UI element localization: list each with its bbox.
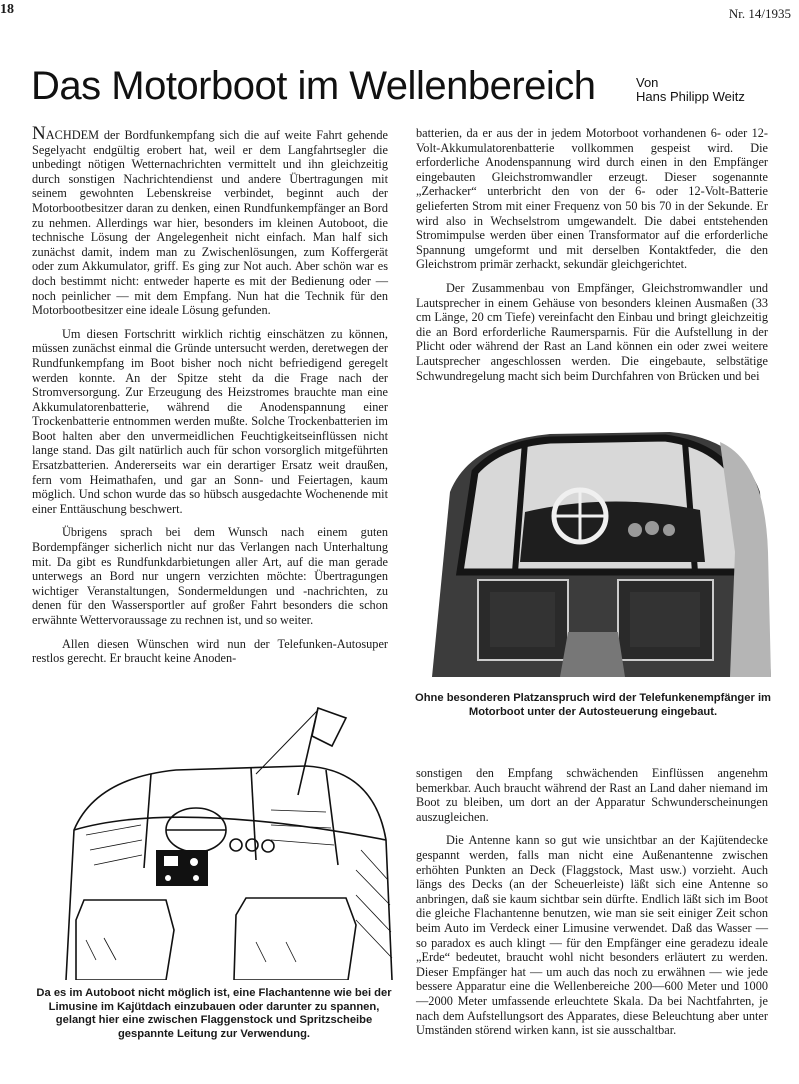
paragraph: Um diesen Fortschritt wirklich richtig einschätzen zu können, müssen zunächst einmal die Gründe untersucht werden, deretwegen der Rundfunkempfang im Boot bisher noch nicht befriedigend geregelt werden konnte. An der Spitze steht da die Frage nach der Stromversorgung. Zur Erzeugung des Heizstromes brauchte man eine Akkumulatorenbatterie, während die Anodenspannung einer Trockenbatterie entnommen werden mußte. Solche Trockenbatterien im Boot halten aber den unvermeidlichen Feuchtigkeitseinflüssen nicht lange stand. Das gilt natürlich auch für schon vorsorglich mitgeführten Ersatzbatterien. Andererseits war ein derartiger Ersatz weit draußen, fern vom Heimathafen, und gar an Sonn- und Feiertagen, kaum möglich. Und schon wurde das so hübsch ausgedachte Wochenende mit einer Enttäuschung beschwert. (32, 326, 388, 516)
paragraph: Übrigens sprach bei dem Wunsch nach einem guten Bordempfänger sicherlich nicht nur das Verlangen nach Unterhaltung mit. Da gibt es Rundfunkdarbietungen aller Art, auf die man gerade unterwegs an Bord nur ungern verzichten möchte: Übertragungen wichtiger Veranstaltungen, Sondermeldungen und -nachrichten, zu denen für den Wassersportler auf großer Fahrt besonders die schon erwähnte Wettervoraussage zu rechnen ist, und so weiter. (32, 525, 388, 627)
boat-interior-photo (430, 432, 771, 677)
paragraph: Allen diesen Wünschen wird nun der Telefunken-Autosuper restlos gerecht. Er braucht keine Anoden- (32, 636, 388, 666)
photo-caption: Ohne besonderen Platzanspruch wird der Telefunkenempfänger im Motorboot unter der Autosteuerung eingebaut. (415, 692, 771, 718)
issue-number: Nr. 14/1935 (728, 6, 791, 21)
paragraph: batterien, da er aus der in jedem Motorboot vorhandenen 6- oder 12-Volt-Akkumulatorenbatterie vollkommen gespeist wird. Die erforderliche Anodenspannung wird durch einen in den Empfänger eingebauten Gleichstromwandler erzeugt. Dieser sogenannte „Zerhacker“ unterbricht den von der 6- oder 12-Volt-Batterie gelieferten Strom mit einer Frequenz von 50 bis 70 in der Sekunde. Er wird also in Wechselstrom umgewandelt. Die dabei entstehenden Stromimpulse werden über einen Transformator auf die erforderliche Spannung umgeformt und mit derselben Kontaktfeder, die den Gleichstrom primär zerhackt, sekundär gleichgerichtet. (416, 126, 768, 272)
paragraph: Der Zusammenbau von Empfänger, Gleichstromwandler und Lautsprecher in einem Gehäuse von besonders kleinen Ausmaßen (33 cm Länge, 20 cm Tiefe) vereinfacht den Einbau und bringt gleichzeitig die an Bord erforderliche Raumersparnis. Für die Aufstellung in der Plicht oder während der Rast an Land können ein oder zwei weitere Lautsprecher angeschlossen werden. Die eingebaute, selbstätige Schwundregelung macht sich beim Durchfahren von Brücken und bei (416, 280, 768, 383)
text-column-left (32, 123, 388, 675)
byline-von: Von (636, 75, 659, 90)
byline-author: Hans Philipp Weitz (636, 89, 745, 104)
article-title: Das Motorboot im Wellenbereich (31, 64, 596, 108)
paragraph: Die Antenne kann so gut wie unsichtbar an der Kajütendecke gespannt werden, falls man nicht eine Außenantenne zwischen erhöhten Punkten an Deck (Flaggstock, Mast usw.) vorzieht. Auch längs des Decks (an der Scheuerleiste) läßt sich eine Antenne so anbringen, daß sie kaum sichtbar sein dürfte. Endlich läßt sich im Boot die gleiche Flachantenne benutzen, wie man sie seit einiger Zeit schon beim Auto im Verdeck einer Limusine verwendet. Daß das Wasser — so paradox es auch klingt — für den Empfänger eine geradezu ideale „Erde“ bedeutet, braucht wohl nicht besonders erläutert zu werden. Dieser Empfänger hat — um auch das noch zu erwähnen — wie jede bessere Apparatur eine die Wellenbereiche 200—600 Meter und 1000—2000 Meter umfassende erleuchtete Skala. Da bei Nachtfahrten, je nach dem Aufstellungsort des Apparates, diese Beleuchtung aber unter Umständen störend wirken kann, ist sie ausschaltbar. (416, 833, 768, 1038)
drop-cap: N (32, 123, 46, 144)
text-column-right-top (416, 126, 768, 392)
boat-antenna-drawing (56, 700, 396, 980)
byline (636, 76, 745, 104)
drawing-caption: Da es im Autoboot nicht möglich ist, eine Flachantenne wie bei der Limusine im Kajütdach einzubauen oder darunter zu spannen, gelangt hier eine zwischen Flaggenstock und Spritzscheibe gespannte Leitung zur Verwendung. (36, 987, 392, 1040)
text-column-right-bottom (416, 766, 768, 1047)
paragraph: NACHDEM der Bordfunkempfang sich die auf weite Fahrt gehende Segelyacht endgültig erobert hat, weil er dem Langfahrtsegler die unbedingt nötigen Wetternachrichten vermittelt und ihn gleichzeitig durch sonstigen Nachrichtendienst und andere Übertragungen mit seinem gewohnten Lebenskreise verbindet, beginnt auch der Motorbootbesitzer daran zu denken, einen Rundfunkempfänger an Bord zu nehmen. Allerdings war hier, besonders im kleinen Autoboot, die technische Lösung der Angelegenheit nicht einfach. Man half sich zunächst damit, indem man zu Zwischenlösungen, zum Koffergerät oder zum Akkumulator, griff. Es ging zur Not auch. Aber schön war es doch bestimmt nicht: entweder haperte es mit der Bedienung oder — noch peinlicher — mit dem Empfang. Nun hat die Technik für den Motorbootbesitzer eine ideale Lösung gefunden. (32, 123, 388, 318)
page-number: 18 (0, 2, 14, 17)
paragraph: sonstigen den Empfang schwächenden Einflüssen angenehm bemerkbar. Auch braucht während der Rast an Land daher niemand im Boot zu bleiben, um dort an der Apparatur Schwunderscheinungen auszugleichen. (416, 766, 768, 824)
